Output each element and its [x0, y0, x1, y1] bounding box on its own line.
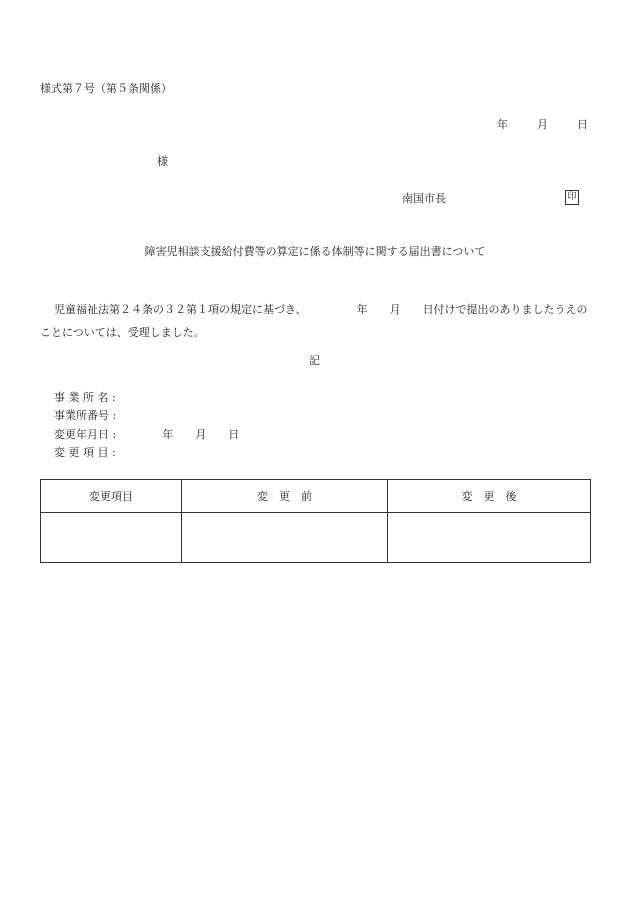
field-change-item: 変 更 項 目 :: [54, 446, 116, 459]
date-month: 月: [537, 118, 548, 131]
body-part1: 児童福祉法第２４条の３２第１項の規定に基づき、: [54, 303, 307, 316]
form-number: 様式第７号（第５条関係）: [40, 82, 172, 95]
field-office-name: 事 業 所 名 :: [54, 391, 116, 404]
field-change-date: [54, 429, 239, 440]
document-title: 障害児相談支援給付費等の算定に係る体制等に関する届出書について: [144, 245, 486, 258]
change-date-month: 月: [195, 428, 207, 441]
cell-after[interactable]: [388, 513, 591, 563]
table-header-row: [41, 480, 591, 513]
addressee-suffix: 様: [157, 155, 168, 168]
date-line: [497, 119, 588, 130]
change-date-year: 年: [162, 428, 174, 441]
seal-mark: 印: [565, 190, 579, 205]
header-before: 変 更 前: [182, 480, 388, 513]
date-year: 年: [497, 118, 508, 131]
table-row: [41, 513, 591, 563]
cell-change-item[interactable]: [41, 513, 182, 563]
change-table: [40, 479, 591, 563]
body-part2: 日付けで提出のありましたうえのことについては、受理しました。: [40, 303, 588, 339]
date-day: 日: [577, 118, 588, 131]
ki-heading: 記: [309, 354, 320, 367]
field-office-number: 事業所番号 :: [54, 409, 117, 422]
change-date-label: 変更年月日 :: [54, 428, 117, 441]
body-year: 年: [356, 303, 368, 316]
change-date-day: 日: [228, 428, 240, 441]
issuer-name: 南国市長: [402, 192, 446, 205]
cell-before[interactable]: [182, 513, 388, 563]
body-month: 月: [389, 303, 401, 316]
body-paragraph: [40, 298, 592, 344]
header-after: 変 更 後: [388, 480, 591, 513]
header-change-item: 変更項目: [41, 480, 182, 513]
